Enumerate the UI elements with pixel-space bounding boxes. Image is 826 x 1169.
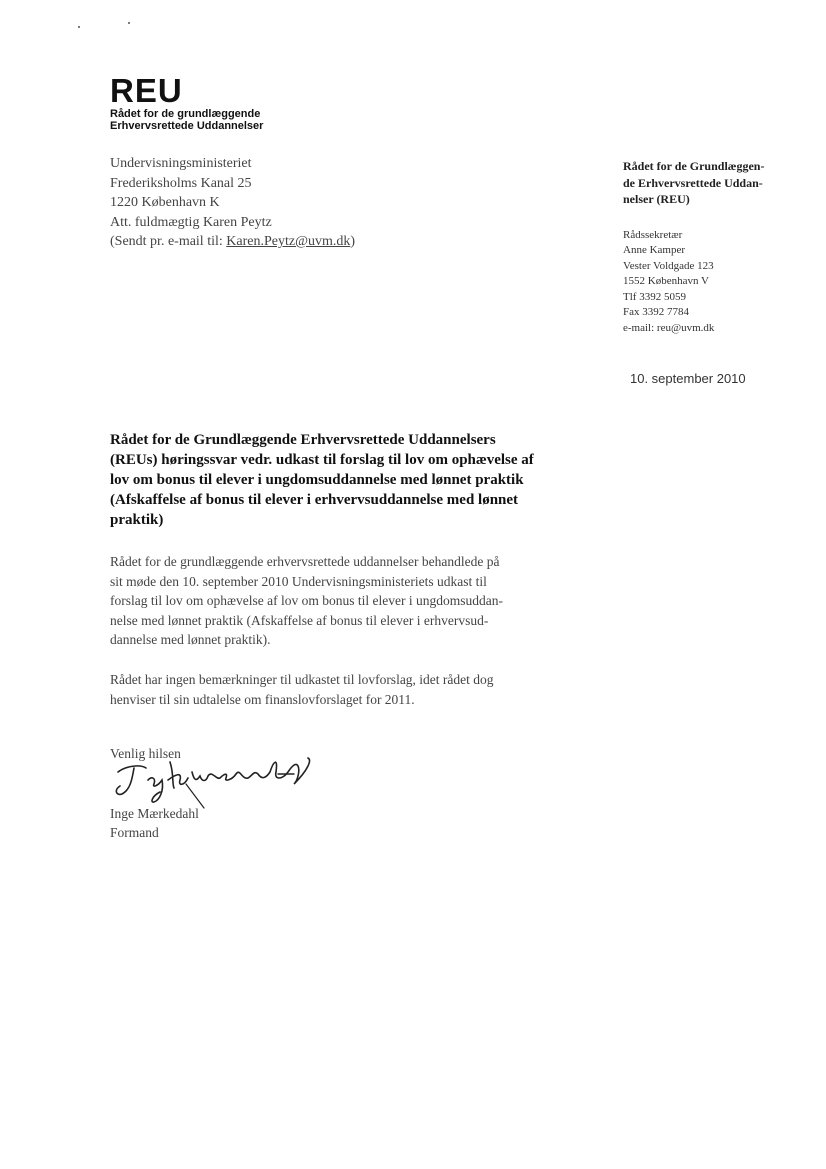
subject-line: Rådet for de Grundlæggende Erhvervsrettede Uddannelsers — [110, 432, 496, 448]
reu-logo — [110, 74, 263, 132]
recipient-line: Frederiksholms Kanal 25 — [110, 175, 252, 191]
body-line: forslag til lov om ophævelse af lov om bonus til elever i ungdomsuddan- — [110, 593, 503, 608]
sender-org-line: nelser (REU) — [623, 192, 690, 206]
recipient-line: Att. fuldmægtig Karen Peytz — [110, 214, 272, 230]
subject-line: praktik) — [110, 512, 164, 528]
subject-heading — [110, 430, 570, 530]
sender-block — [623, 158, 793, 336]
sender-name: Anne Kamper — [623, 244, 686, 256]
recipient-line: 1220 København K — [110, 195, 220, 210]
sender-fax: Fax 3392 7784 — [623, 306, 689, 318]
signer-title: Formand — [110, 825, 159, 840]
sender-org-line: de Erhvervsrettede Uddan- — [623, 175, 763, 190]
logo-subtitle-line1: Rådet for de grundlæggende — [110, 108, 261, 120]
sender-city: 1552 København V — [623, 275, 709, 287]
subject-line: (Afskaffelse af bonus til elever i erhvervsuddannelse med lønnet — [110, 492, 519, 508]
scan-specks — [78, 20, 138, 32]
body-paragraph-2 — [110, 670, 494, 709]
sent-suffix: ) — [350, 234, 356, 249]
sent-prefix: (Sendt pr. e-mail til: — [110, 234, 227, 249]
body-line: Rådet har ingen bemærkninger til udkastet til lovforslag, idet rådet dog — [110, 672, 494, 687]
logo-title: REU — [110, 72, 183, 109]
sender-role: Rådssekretær — [623, 228, 683, 241]
sender-organization — [623, 158, 793, 208]
subject-line: (REUs) høringssvar vedr. udkast til forslag til lov om ophævelse af — [110, 452, 534, 468]
recipient-address — [110, 154, 355, 252]
signer-name: Inge Mærkedahl — [110, 806, 199, 821]
sender-phone: Tlf 3392 5059 — [623, 290, 686, 303]
recipient-line: Undervisningsministeriet — [110, 156, 252, 171]
sender-contact-details — [623, 228, 793, 337]
sender-email[interactable]: e-mail: reu@uvm.dk — [623, 321, 715, 334]
sender-street: Vester Voldgade 123 — [623, 259, 714, 272]
closing-greeting: Venlig hilsen — [110, 746, 181, 761]
sender-org-line: Rådet for de Grundlæggen- — [623, 159, 765, 173]
letter-date: 10. september 2010 — [630, 371, 746, 386]
handwritten-signature — [112, 750, 322, 810]
body-line: nelse med lønnet praktik (Afskaffelse af bonus til elever i erhvervsud- — [110, 612, 489, 628]
body-line: henviser til sin udtalelse om finanslovforslaget for 2011. — [110, 691, 415, 707]
recipient-email-link[interactable]: Karen.Peytz@uvm.dk — [226, 234, 351, 249]
body-paragraph-1 — [110, 552, 503, 650]
logo-subtitle-line2: Erhvervsrettede Uddannelser — [110, 120, 264, 132]
subject-line: lov om bonus til elever i ungdomsuddannelse med lønnet praktik — [110, 472, 524, 488]
body-line: Rådet for de grundlæggende erhvervsrettede uddannelser behandlede på — [110, 554, 500, 569]
sent-by-email-line — [110, 232, 355, 252]
body-line: sit møde den 10. september 2010 Undervisningsministeriets udkast til — [110, 573, 487, 589]
body-line: dannelse med lønnet praktik). — [110, 632, 271, 647]
